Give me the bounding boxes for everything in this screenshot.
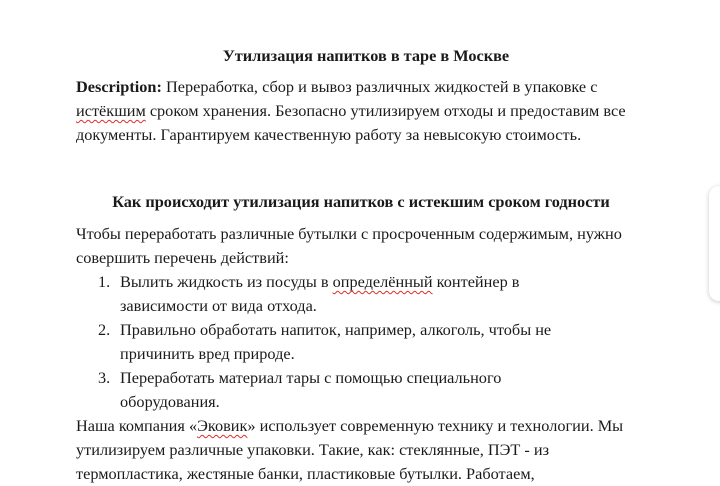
section-heading: Как происходит утилизация напитков с истекшим сроком годности xyxy=(112,192,610,211)
list-item xyxy=(76,366,550,414)
misspelled-word[interactable]: Эковик xyxy=(197,416,248,435)
description-paragraph xyxy=(76,75,646,147)
description-text: сроком хранения. Безопасно утилизируем отходы и предоставим все документы. Гарантируем качественную работу за невысокую стоимость. xyxy=(76,101,626,144)
paragraph-text: Наша компания « xyxy=(76,416,198,435)
description-text: Переработка, сбор и вывоз различных жидкостей в упаковке с xyxy=(161,77,598,96)
list-text: контейнер в зависимости от вида отхода. xyxy=(120,272,520,315)
list-item xyxy=(76,270,560,318)
list-number: 2. xyxy=(98,320,111,339)
list-number: 3. xyxy=(98,368,111,387)
list-text: Вылить жидкость из посуды в xyxy=(120,272,333,291)
company-paragraph xyxy=(76,414,646,486)
paragraph-text: » использует современную технику и технологии. Мы утилизируем различные упаковки. Такие, как: стеклянные, ПЭТ - из термопластика, жестяные банки, пластиковые бутылки. Работаем, xyxy=(76,416,624,483)
list-text: Переработать материал тары с помощью специального оборудования. xyxy=(120,368,502,411)
list-item xyxy=(76,318,590,366)
document-title: Утилизация напитков в таре в Москве xyxy=(222,46,510,65)
section-body xyxy=(76,222,676,486)
description-label: Description: xyxy=(76,77,162,96)
intro-paragraph: Чтобы переработать различные бутылки с просроченным содержимым, нужно совершить перечень действий: xyxy=(76,224,622,267)
side-panel[interactable] xyxy=(709,186,720,301)
misspelled-word[interactable]: определённый xyxy=(332,272,433,291)
list-text: Правильно обработать напиток, например, алкоголь, чтобы не причинить вред природе. xyxy=(120,320,552,363)
misspelled-word[interactable]: истёкшим xyxy=(76,101,146,120)
list-number: 1. xyxy=(98,272,111,291)
